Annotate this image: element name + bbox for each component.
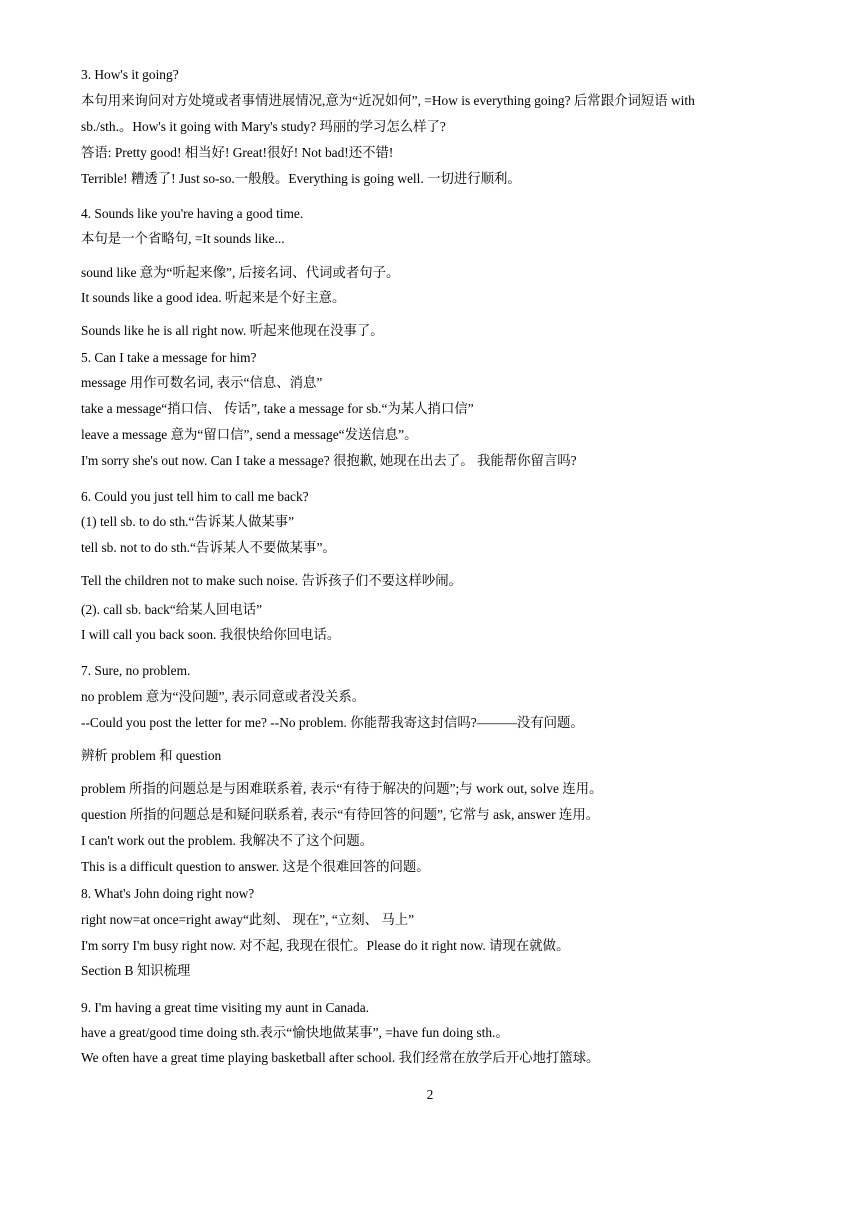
text-line: --Could you post the letter for me? --No problem. 你能帮我寄这封信吗?———没有问题。 bbox=[81, 715, 584, 730]
heading-sounds-like: 4. Sounds like you're having a good time. bbox=[81, 206, 304, 221]
page-number: 2 bbox=[426, 1087, 434, 1102]
text-line: message 用作可数名词, 表示“信息、消息” bbox=[81, 375, 323, 390]
section-b-heading: Section B 知识梳理 bbox=[81, 963, 191, 978]
text-line: This is a difficult question to answer. 这是个很难回答的问题。 bbox=[81, 859, 430, 874]
text-line: 辨析 problem 和 question bbox=[81, 748, 222, 763]
text-line: take a message“捎口信、 传话”, take a message for sb.“为某人捎口信” bbox=[81, 401, 474, 416]
text-line: right now=at once=right away“此刻、 现在”, “立刻、 马上” bbox=[81, 912, 415, 927]
text-line: problem 所指的问题总是与困难联系着, 表示“有待于解决的问题”;与 work out, solve 连用。 bbox=[81, 781, 603, 796]
heading-take-a-message: 5. Can I take a message for him? bbox=[81, 350, 257, 365]
text-line: Sounds like he is all right now. 听起来他现在没事了。 bbox=[81, 323, 384, 338]
text-line: 本句用来询问对方处境或者事情进展情况,意为“近况如何”, =How is everything going? 后常跟介词短语 with bbox=[81, 93, 695, 108]
text-line: question 所指的问题总是和疑问联系着, 表示“有待回答的问题”, 它常与 ask, answer 连用。 bbox=[81, 807, 600, 822]
text-line: Tell the children not to make such noise. 告诉孩子们不要这样吵闹。 bbox=[81, 573, 463, 588]
text-line: no problem 意为“没问题”, 表示同意或者没关系。 bbox=[81, 689, 366, 704]
text-line: We often have a great time playing basketball after school. 我们经常在放学后开心地打篮球。 bbox=[81, 1050, 600, 1065]
text-line: (2). call sb. back“给某人回电话” bbox=[81, 602, 263, 617]
text-line: I'm sorry I'm busy right now. 对不起, 我现在很忙。Please do it right now. 请现在就做。 bbox=[81, 938, 570, 953]
text-line: I can't work out the problem. 我解决不了这个问题。 bbox=[81, 833, 374, 848]
heading-right-now: 8. What's John doing right now? bbox=[81, 886, 255, 901]
heading-great-time: 9. I'm having a great time visiting my aunt in Canada. bbox=[81, 1000, 370, 1015]
heading-no-problem: 7. Sure, no problem. bbox=[81, 663, 191, 678]
text-line: have a great/good time doing sth.表示“愉快地做某事”, =have fun doing sth.。 bbox=[81, 1025, 509, 1040]
text-line: I will call you back soon. 我很快给你回电话。 bbox=[81, 627, 341, 642]
text-line: Terrible! 糟透了! Just so-so.一般般。Everything is going well. 一切进行顺利。 bbox=[81, 171, 521, 186]
text-line: It sounds like a good idea. 听起来是个好主意。 bbox=[81, 290, 346, 305]
text-line: I'm sorry she's out now. Can I take a message? 很抱歉, 她现在出去了。 我能帮你留言吗? bbox=[81, 453, 577, 468]
text-line: 答语: Pretty good! 相当好! Great!很好! Not bad!还不错! bbox=[81, 145, 394, 160]
text-line: 本句是一个省略句, =It sounds like... bbox=[81, 231, 285, 246]
text-line: (1) tell sb. to do sth.“告诉某人做某事” bbox=[81, 514, 295, 529]
text-line: tell sb. not to do sth.“告诉某人不要做某事”。 bbox=[81, 540, 336, 555]
text-line: sb./sth.。How's it going with Mary's study? 玛丽的学习怎么样了? bbox=[81, 119, 446, 134]
text-line: leave a message 意为“留口信”, send a message“发送信息”。 bbox=[81, 427, 418, 442]
text-line: sound like 意为“听起来像”, 后接名词、代词或者句子。 bbox=[81, 265, 400, 280]
heading-call-me-back: 6. Could you just tell him to call me back? bbox=[81, 489, 309, 504]
heading-how-is-it-going: 3. How's it going? bbox=[81, 67, 179, 82]
